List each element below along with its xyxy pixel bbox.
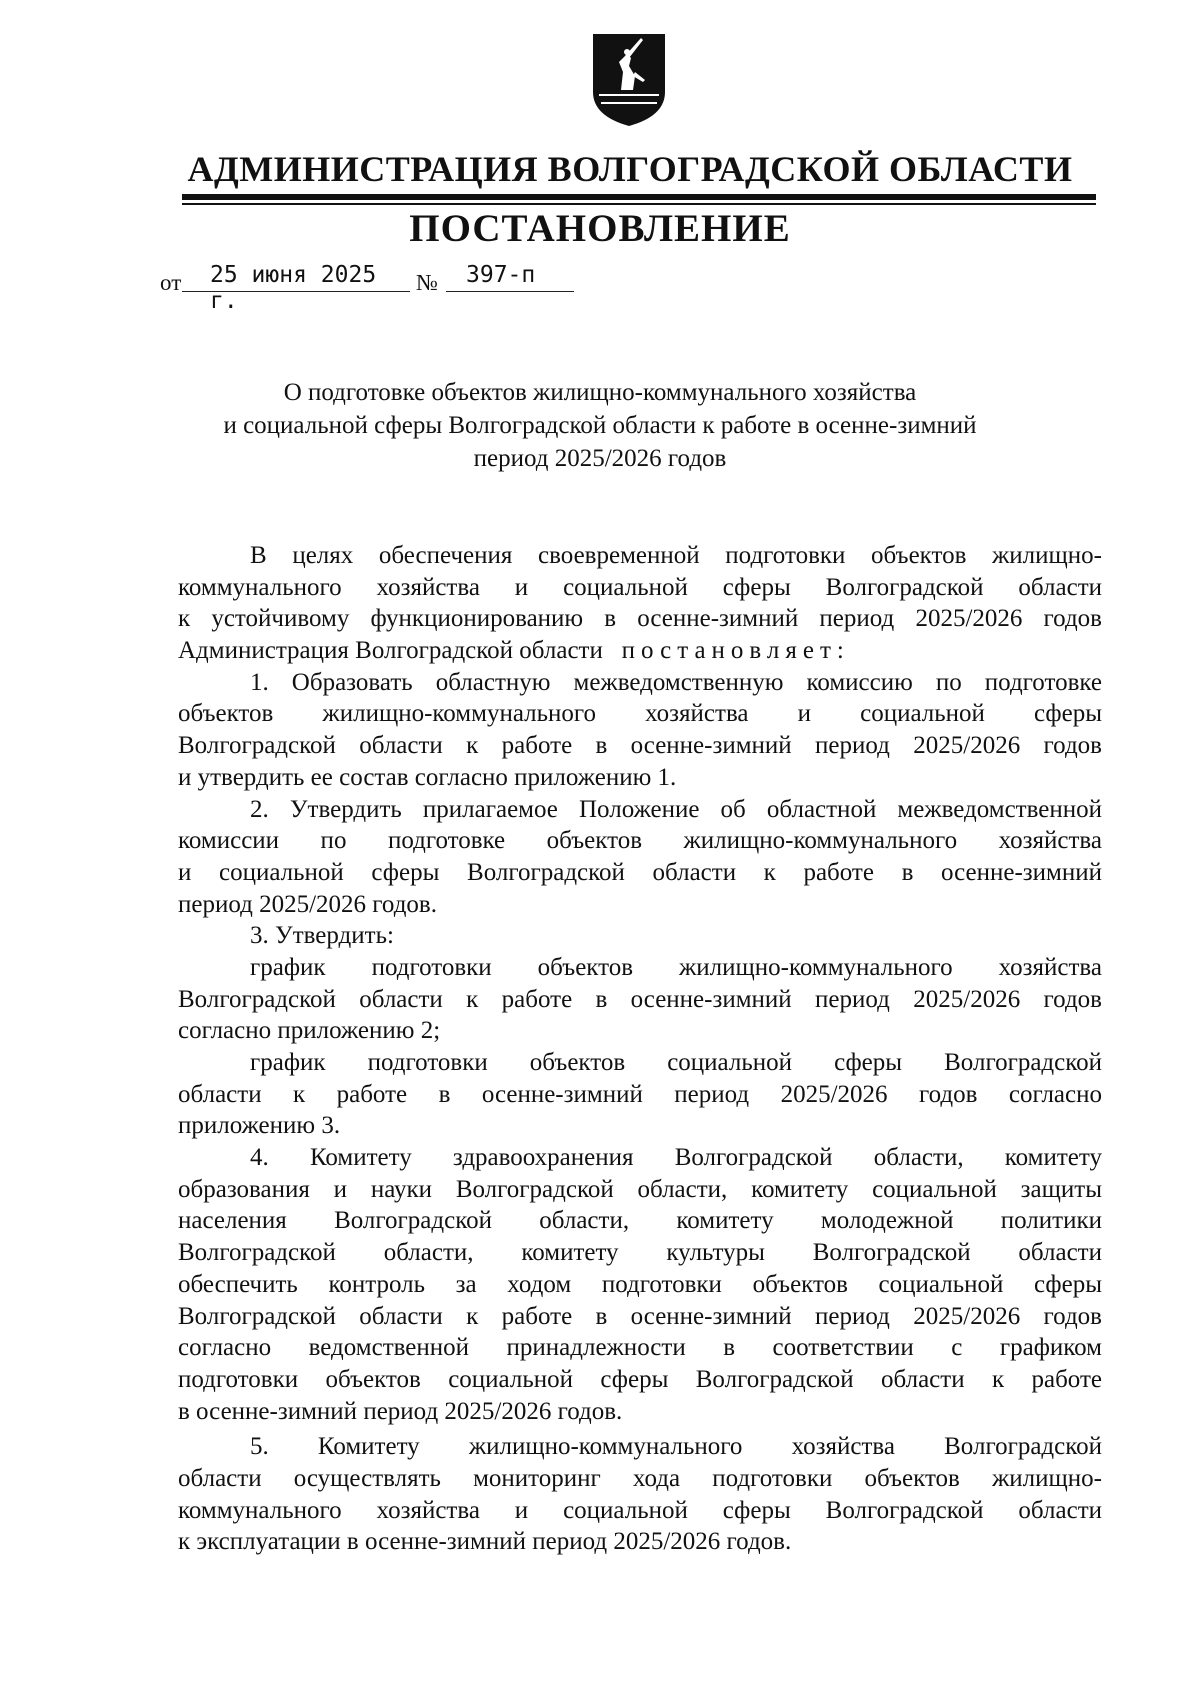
- date-field: 25 июня 2025 г.: [182, 262, 410, 292]
- paragraph-3b-line: приложению 3.: [178, 1112, 341, 1140]
- paragraph-4-line: в осенне-зимний период 2025/2026 годов.: [178, 1397, 623, 1425]
- paragraph-4-line: Волгоградской области к работе в осенне-зимний период 2025/2026 годов: [178, 1302, 1102, 1330]
- paragraph-2-line: 2. Утвердить прилагаемое Положение об областной межведомственной: [250, 795, 1102, 823]
- preamble-end-line: [178, 635, 1102, 667]
- organization-title: АДМИНИСТРАЦИЯ ВОЛГОГРАДСКОЙ ОБЛАСТИ: [187, 149, 1073, 189]
- preamble-line: коммунального хозяйства и социальной сферы Волгоградской области: [178, 573, 1102, 601]
- paragraph-3b-line: области к работе в осенне-зимний период 2025/2026 годов согласно: [178, 1080, 1102, 1108]
- subject-line: период 2025/2026 годов: [473, 445, 727, 472]
- date-label: от: [160, 270, 182, 295]
- subject-line: и социальной сферы Волгоградской области к работе в осенне-зимний: [223, 412, 977, 439]
- number-field: 397-п: [446, 262, 574, 292]
- paragraph-1-line: и утвердить ее состав согласно приложению 1.: [178, 763, 677, 791]
- paragraph-2-line: комиссии по подготовке объектов жилищно-коммунального хозяйства: [178, 827, 1102, 855]
- paragraph-4-line: согласно ведомственной принадлежности в соответствии с графиком: [178, 1334, 1102, 1362]
- header-rule-thin: [182, 203, 1096, 205]
- paragraph-3a-line: согласно приложению 2;: [178, 1017, 441, 1045]
- paragraph-4-line: населения Волгоградской области, комитету молодежной политики: [178, 1207, 1102, 1235]
- paragraph-2-line: период 2025/2026 годов.: [178, 890, 437, 918]
- number-label: №: [416, 270, 438, 295]
- dateline: [0, 262, 1200, 314]
- paragraph-5-line: 5. Комитету жилищно-коммунального хозяйства Волгоградской: [250, 1433, 1102, 1461]
- paragraph-5-line: области осуществлять мониторинг хода подготовки объектов жилищно-: [178, 1464, 1102, 1492]
- document-body: [178, 540, 1102, 1558]
- header-rule-thick: [182, 194, 1096, 200]
- paragraph-4-line: образования и науки Волгоградской области, комитету социальной защиты: [178, 1175, 1102, 1203]
- paragraph-1-line: 1. Образовать областную межведомственную комиссию по подготовке: [250, 668, 1102, 696]
- preamble-line: В целях обеспечения своевременной подготовки объектов жилищно-: [250, 542, 1102, 569]
- paragraph-4-line: подготовки объектов социальной сферы Волгоградской области к работе: [178, 1365, 1102, 1393]
- paragraph-4-line: обеспечить контроль за ходом подготовки объектов социальной сферы: [178, 1270, 1102, 1298]
- paragraph-4-line: 4. Комитету здравоохранения Волгоградской области, комитету: [250, 1144, 1102, 1172]
- preamble-end: Администрация Волгоградской области: [178, 637, 603, 665]
- paragraph-5-line: к эксплуатации в осенне-зимний период 2025/2026 годов.: [178, 1528, 792, 1556]
- paragraph-3a-line: график подготовки объектов жилищно-коммунального хозяйства: [250, 953, 1102, 981]
- preamble-line: к устойчивому функционированию в осенне-зимний период 2025/2026 годов: [178, 605, 1102, 633]
- paragraph-4-line: Волгоградской области, комитету культуры Волгоградской области: [178, 1239, 1102, 1267]
- paragraph-1-line: объектов жилищно-коммунального хозяйства и социальной сферы: [178, 700, 1102, 728]
- subject-line: О подготовке объектов жилищно-коммунального хозяйства: [283, 379, 917, 406]
- decree-word: постановляет:: [621, 637, 850, 665]
- paragraph-3-line: 3. Утвердить:: [250, 922, 394, 950]
- paragraph-5-line: коммунального хозяйства и социальной сферы Волгоградской области: [178, 1496, 1102, 1524]
- paragraph-3b-line: график подготовки объектов социальной сферы Волгоградской: [250, 1049, 1102, 1076]
- document-type: ПОСТАНОВЛЕНИЕ: [409, 207, 791, 250]
- paragraph-1-line: Волгоградской области к работе в осенне-зимний период 2025/2026 годов: [178, 732, 1102, 760]
- coat-of-arms-icon: [591, 32, 667, 128]
- paragraph-3a-line: Волгоградской области к работе в осенне-зимний период 2025/2026 годов: [178, 985, 1102, 1013]
- document-subject: [180, 376, 1020, 475]
- paragraph-2-line: и социальной сферы Волгоградской области к работе в осенне-зимний: [178, 858, 1102, 886]
